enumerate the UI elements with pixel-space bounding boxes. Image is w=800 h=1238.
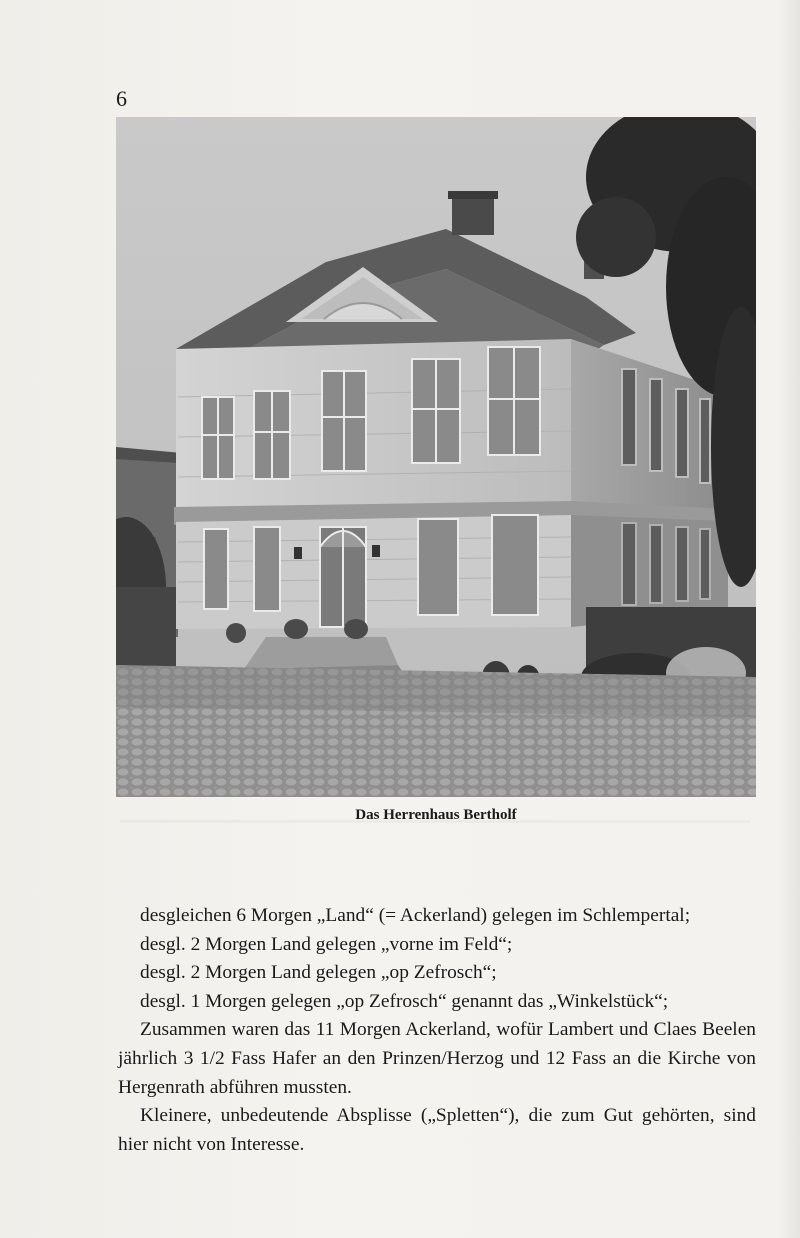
paragraph-schlempertal: desgleichen 6 Morgen „Land“ (= Ackerland) gelegen im Schlempertal; <box>140 905 691 926</box>
paragraph-kleinere: Kleinere, unbedeutende Absplisse („Spletten“), die zum Gut gehörten, sind hier nicht von Interesse. <box>118 1105 756 1155</box>
paragraph-op-zefrosch: desgl. 2 Morgen Land gelegen „op Zefrosch“; <box>140 962 497 984</box>
body-text <box>118 902 756 1159</box>
page-edge-shadow <box>778 0 800 1238</box>
paragraph-winkelstueck: desgl. 1 Morgen gelegen „op Zefrosch“ genannt das „Winkelstück“; <box>140 990 669 1012</box>
paragraph-zusammen: Zusammen waren das 11 Morgen Ackerland, wofür Lambert und Claes Beelen jährlich 3 1/2 Fass Hafer an den Prinzen/Herzog und 12 Fass an die Kirche von Hergenrath abführen mussten. <box>118 1019 756 1098</box>
photo-caption: Das Herrenhaus Bertholf <box>355 807 517 823</box>
paragraph-vorne-im-feld: desgl. 2 Morgen Land gelegen „vorne im Feld“; <box>140 933 513 955</box>
manor-house-photo <box>116 117 756 797</box>
page-number: 6 <box>116 86 127 111</box>
